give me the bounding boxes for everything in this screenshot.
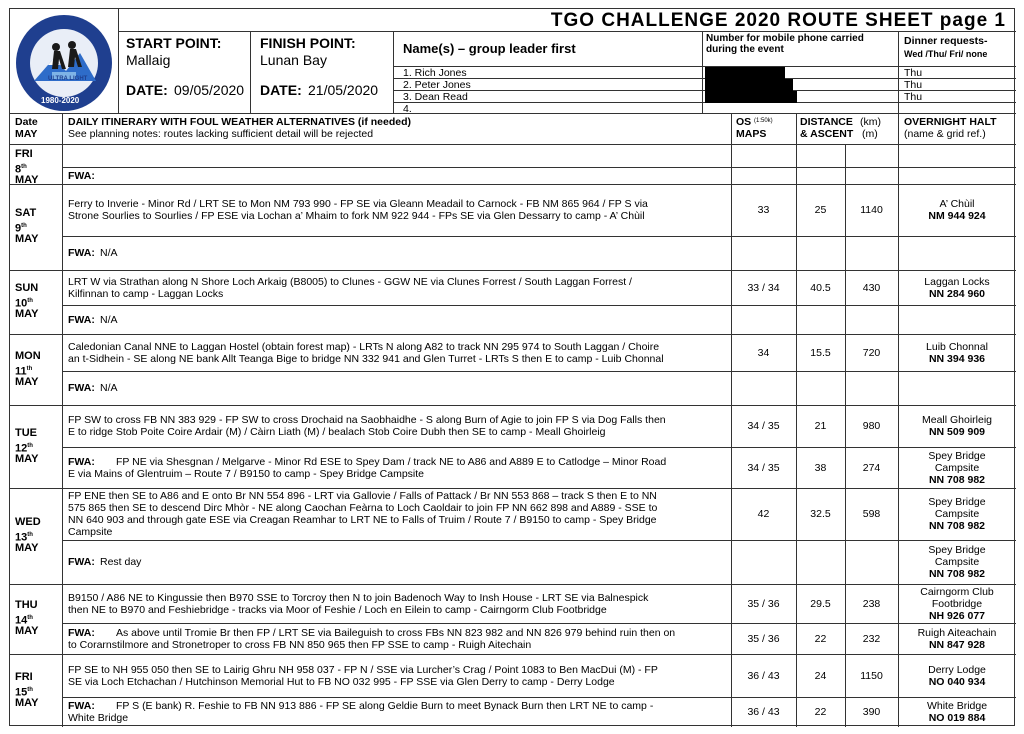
ascent-m: 720 (862, 347, 881, 359)
fwa-label: FWA: (68, 627, 95, 639)
overnight-halt: NN 509 909 (928, 426, 986, 438)
fwa-overnight-halt: NN 847 928 (928, 639, 986, 651)
os-maps: 33 / 34 (747, 282, 780, 294)
route-sheet (9, 8, 1015, 726)
fwa-overnight-halt: Spey Bridge (928, 544, 986, 556)
distance-km: 24 (814, 670, 827, 682)
start-date-label: DATE: (126, 82, 168, 98)
route-line: B9150 / A86 NE to Kingussie then B970 SSE to Torcroy then N to join Badenoch Way to Insh House - LRT SE via Balnespick (68, 592, 649, 604)
finish-point-label: FINISH POINT: (260, 35, 356, 51)
distance-km: 15.5 (810, 347, 831, 359)
fwa-route: Rest day (100, 556, 142, 568)
overnight-halt: Campsite (934, 508, 980, 520)
distance-km: 29.5 (810, 598, 831, 610)
day-suffix: th (27, 443, 33, 449)
grid-line (702, 31, 703, 113)
col-itinerary: DAILY ITINERARY WITH FOUL WEATHER ALTERNATIVES (if needed) (68, 116, 412, 128)
day-suffix: th (27, 532, 33, 538)
route-line: Ferry to Inverie - Minor Rd / LRT SE to Mon NM 793 990 - FP SE via Gleann Meadail to Carnock - FB NM 865 964 / FP S via (68, 198, 648, 210)
day-number: 13th (15, 531, 33, 544)
day-name: TUE (15, 427, 37, 439)
grid-line (10, 584, 1016, 585)
day-month: MAY (15, 542, 39, 554)
day-suffix: th (27, 615, 33, 621)
overnight-halt: NN 394 936 (928, 353, 986, 365)
overnight-halt: Cairngorm Club (920, 586, 994, 598)
ascent-m: 1140 (860, 204, 883, 216)
start-point-value: Mallaig (126, 52, 171, 68)
col-halt-sub: (name & grid ref.) (904, 128, 986, 140)
fwa-route: FP NE via Shesgnan / Melgarve - Minor Rd ESE to Spey Dam / track NE to A86 and A889 E to Catlodge – Minor Road (116, 456, 667, 468)
fwa-distance-km: 22 (814, 706, 827, 718)
col-os: OS (736, 116, 752, 128)
route-line: 575 865 then SE to descend Dirc Mhòr - NE along Caochan Feàrna to Loch Caoldair to join FP NN 662 898 and A889 - SSE to (68, 502, 658, 514)
route-line: Strone Sourlies to Sourlies / FP ESE via Lochan a’ Mhaim to fork NM 922 944 - FPs SE via Glen Dessarry to camp - A’ Chùil (68, 210, 645, 222)
grid-line (62, 371, 1016, 372)
overnight-halt: NO 040 934 (928, 676, 986, 688)
fwa-route: FP S (E bank) R. Feshie to FB NN 913 886 - FP SE along Geldie Burn to meet Bynack Burn then LRT NE to camp - (116, 700, 654, 712)
grid-line (62, 447, 1016, 448)
grid-line (62, 697, 1016, 698)
finish-date-value: 21/05/2020 (308, 82, 379, 98)
route-line: FP SW to cross FB NN 383 929 - FP SW to cross Drochaid na Saobhaidhe - S along Burn of Agie to join FP S via Dog Falls then (68, 414, 666, 426)
fwa-distance-km: 38 (814, 462, 827, 474)
route-line: Kilfinnan to camp - Laggan Locks (68, 288, 224, 300)
grid-line (10, 113, 1016, 114)
day-name: FRI (15, 148, 33, 160)
overnight-halt: A’ Chùil (939, 198, 975, 210)
member-dinner: Thu (904, 91, 923, 103)
col-os-scale: (1:50k) (754, 118, 773, 124)
os-maps: 35 / 36 (747, 598, 780, 610)
fwa-overnight-halt: NN 708 982 (928, 474, 986, 486)
route-line: Caledonian Canal NNE to Laggan Hostel (obtain forest map) - LRTs N along A82 to track NN 295 974 to South Laggan / Choire (68, 341, 660, 353)
col-os-maps: MAPS (736, 128, 767, 140)
col-month: MAY (15, 128, 38, 140)
fwa-ascent-m: 274 (862, 462, 881, 474)
route-line: an t-Sidhein - SE along NE bank Allt Teanga Bige to bridge NN 332 941 and Glen Turret - LRTs S then E to camp - Luib Chonnal (68, 353, 664, 365)
fwa-route: N/A (100, 314, 118, 326)
day-month: MAY (15, 625, 39, 637)
grid-line (62, 236, 1016, 237)
member-name: 1. Rich Jones (403, 67, 467, 79)
grid-line (118, 9, 119, 113)
member-name: 3. Dean Read (403, 91, 468, 103)
logo-text-mid: ULTRA LIGHT (48, 76, 88, 82)
route-line: SE via Loch Etchachan / Hutchinson Memorial Hut to FB NO 032 995 - FP SSE via Glen Derry to camp - Derry Lodge (68, 676, 615, 688)
start-point-label: START POINT: (126, 35, 222, 51)
fwa-os-maps: 35 / 36 (747, 633, 780, 645)
fwa-overnight-halt: Campsite (934, 556, 980, 568)
col-m: (m) (862, 128, 878, 140)
route-line: then NE to B970 and Feshiebridge - tracks via Moor of Feshie / Loch en Eilein to camp - Cairngorm Club Footbridge (68, 604, 607, 616)
fwa-label: FWA: (68, 247, 95, 259)
os-maps: 42 (757, 508, 770, 520)
member-name: 2. Peter Jones (403, 79, 471, 91)
route-line: Campsite (68, 526, 113, 538)
overnight-halt: Meall Ghoirleig (921, 414, 993, 426)
grid-line (62, 623, 1016, 624)
fwa-route-line: to Corarnstilmore and Stronetroper to cross FB NN 850 965 then FP SSE to camp - Ruigh Aitechain (68, 639, 532, 651)
overnight-halt: NN 284 960 (928, 288, 986, 300)
day-name: FRI (15, 671, 33, 683)
fwa-label: FWA: (68, 314, 95, 326)
route-line: FP SE to NH 955 050 then SE to Lairig Ghru NH 958 037 - FP N / SSE via Lurcher’s Crag / Point 1083 to Ben MacDui (M) - FP (68, 664, 658, 676)
distance-km: 25 (814, 204, 827, 216)
grid-line (62, 540, 1016, 541)
grid-line (10, 488, 1016, 489)
route-line: NN 640 903 and through gate ESE via Creagan Reamhar to LRT NE to Falls of Truim / Route 7 / B9150 to camp - Spey Bridge (68, 514, 657, 526)
grid-line (898, 31, 899, 113)
grid-line (250, 31, 251, 113)
distance-km: 21 (814, 420, 827, 432)
day-name: THU (15, 599, 38, 611)
day-number: 11th (15, 365, 33, 378)
grid-line (10, 654, 1016, 655)
overnight-halt: Luib Chonnal (926, 341, 988, 353)
day-number: 8th (15, 163, 27, 176)
col-date: Date (15, 116, 38, 128)
finish-date-label: DATE: (260, 82, 302, 98)
redacted-phone (705, 67, 785, 79)
fwa-distance-km: 22 (814, 633, 827, 645)
os-maps: 34 (757, 347, 770, 359)
grid-line (393, 31, 394, 113)
member-dinner: Thu (904, 79, 923, 91)
redacted-phone (705, 91, 797, 103)
fwa-overnight-halt: White Bridge (926, 700, 988, 712)
overnight-halt: Derry Lodge (928, 664, 986, 676)
overnight-halt: Laggan Locks (924, 276, 990, 288)
col-halt: OVERNIGHT HALT (904, 116, 997, 128)
fwa-overnight-halt: NO 019 884 (928, 712, 986, 724)
overnight-halt: NN 708 982 (928, 520, 986, 532)
day-number: 14th (15, 614, 33, 627)
fwa-os-maps: 36 / 43 (747, 706, 780, 718)
phone-label: Number for mobile phone carried during the event (706, 33, 864, 55)
grid-line (10, 184, 1016, 185)
fwa-overnight-halt: Ruigh Aiteachain (917, 627, 997, 639)
os-maps: 36 / 43 (747, 670, 780, 682)
route-line: FP ENE then SE to A86 and E onto Br NN 554 896 - LRT via Gallovie / Falls of Pattack / Br NN 553 868 – track S then E to NN (68, 490, 657, 502)
member-dinner: Thu (904, 67, 923, 79)
grid-line (62, 167, 1016, 168)
day-number: 12th (15, 442, 33, 455)
fwa-label: FWA: (68, 700, 95, 712)
ascent-m: 598 (862, 508, 881, 520)
fwa-overnight-halt: Spey Bridge (928, 450, 986, 462)
distance-km: 40.5 (810, 282, 831, 294)
fwa-route-line: E via Mains of Glentruim – Route 7 / B9150 to camp - Spey Bridge Campsite (68, 468, 425, 480)
dinner-sub: Wed /Thu/ Fri/ none (904, 49, 988, 59)
col-distance: DISTANCE (800, 116, 853, 128)
day-month: MAY (15, 174, 39, 186)
grid-line (10, 405, 1016, 406)
ascent-m: 238 (862, 598, 881, 610)
day-suffix: th (21, 223, 27, 229)
os-maps: 33 (757, 204, 770, 216)
fwa-route: N/A (100, 382, 118, 394)
fwa-route: As above until Tromie Br then FP / LRT SE via Baileguish to cross FBs NN 823 982 and NN 826 979 behind ruin then on (116, 627, 676, 639)
fwa-overnight-halt: Campsite (934, 462, 980, 474)
fwa-os-maps: 34 / 35 (747, 462, 780, 474)
grid-line (10, 270, 1016, 271)
start-date-value: 09/05/2020 (174, 82, 245, 98)
names-label: Name(s) – group leader first (403, 41, 576, 56)
fwa-label: FWA: (68, 382, 95, 394)
dinner-label: Dinner requests- (904, 35, 988, 47)
day-suffix: th (26, 366, 33, 372)
day-month: MAY (15, 376, 39, 388)
grid-line (10, 144, 1016, 145)
col-ascent: & ASCENT (800, 128, 854, 140)
route-line: E to ridge Stob Poite Coire Ardair (M) / Càirn Liath (M) / bealach Stob Coire Dubh then SE to camp - Meall Ghoirleig (68, 426, 606, 438)
ascent-m: 430 (862, 282, 881, 294)
fwa-overnight-halt: NN 708 982 (928, 568, 986, 580)
day-number: 9th (15, 222, 27, 235)
ascent-m: 980 (862, 420, 881, 432)
day-name: SAT (15, 207, 37, 219)
logo-years: 1980-2020 (41, 96, 80, 105)
finish-point-value: Lunan Bay (260, 52, 327, 68)
day-month: MAY (15, 233, 39, 245)
os-maps: 34 / 35 (747, 420, 780, 432)
route-line: LRT W via Strathan along N Shore Loch Arkaig (B8005) to Clunes - GGW NE via Clunes Forrest / South Laggan Forrest / (68, 276, 632, 288)
overnight-halt: NM 944 924 (928, 210, 986, 222)
day-suffix: th (27, 687, 33, 693)
overnight-halt: Footbridge (931, 598, 983, 610)
day-number: 10th (15, 297, 33, 310)
day-month: MAY (15, 308, 39, 320)
fwa-label: FWA: (68, 456, 95, 468)
fwa-ascent-m: 390 (862, 706, 881, 718)
fwa-label: FWA: (68, 170, 95, 182)
redacted-phone (705, 79, 793, 91)
day-suffix: th (21, 164, 27, 170)
fwa-route: N/A (100, 247, 118, 259)
day-name: WED (15, 516, 41, 528)
col-km: (km) (860, 116, 881, 128)
page-title: TGO CHALLENGE 2020 ROUTE SHEET page 1 (550, 10, 1006, 31)
grid-line (62, 305, 1016, 306)
overnight-halt: NH 926 077 (928, 610, 986, 622)
fwa-ascent-m: 232 (862, 633, 881, 645)
distance-km: 32.5 (810, 508, 831, 520)
member-name: 4. (403, 103, 412, 115)
day-name: SUN (15, 282, 39, 294)
day-month: MAY (15, 697, 39, 709)
grid-line (10, 334, 1016, 335)
day-month: MAY (15, 453, 39, 465)
ascent-m: 1150 (860, 670, 883, 682)
overnight-halt: Spey Bridge (928, 496, 986, 508)
col-itinerary-note: See planning notes: routes lacking sufficient detail will be rejected (68, 128, 374, 140)
fwa-route-line: White Bridge (68, 712, 129, 724)
fwa-label: FWA: (68, 556, 95, 568)
day-suffix: th (27, 298, 33, 304)
day-number: 15th (15, 686, 33, 699)
grid-line (62, 113, 63, 727)
day-name: MON (15, 350, 41, 362)
